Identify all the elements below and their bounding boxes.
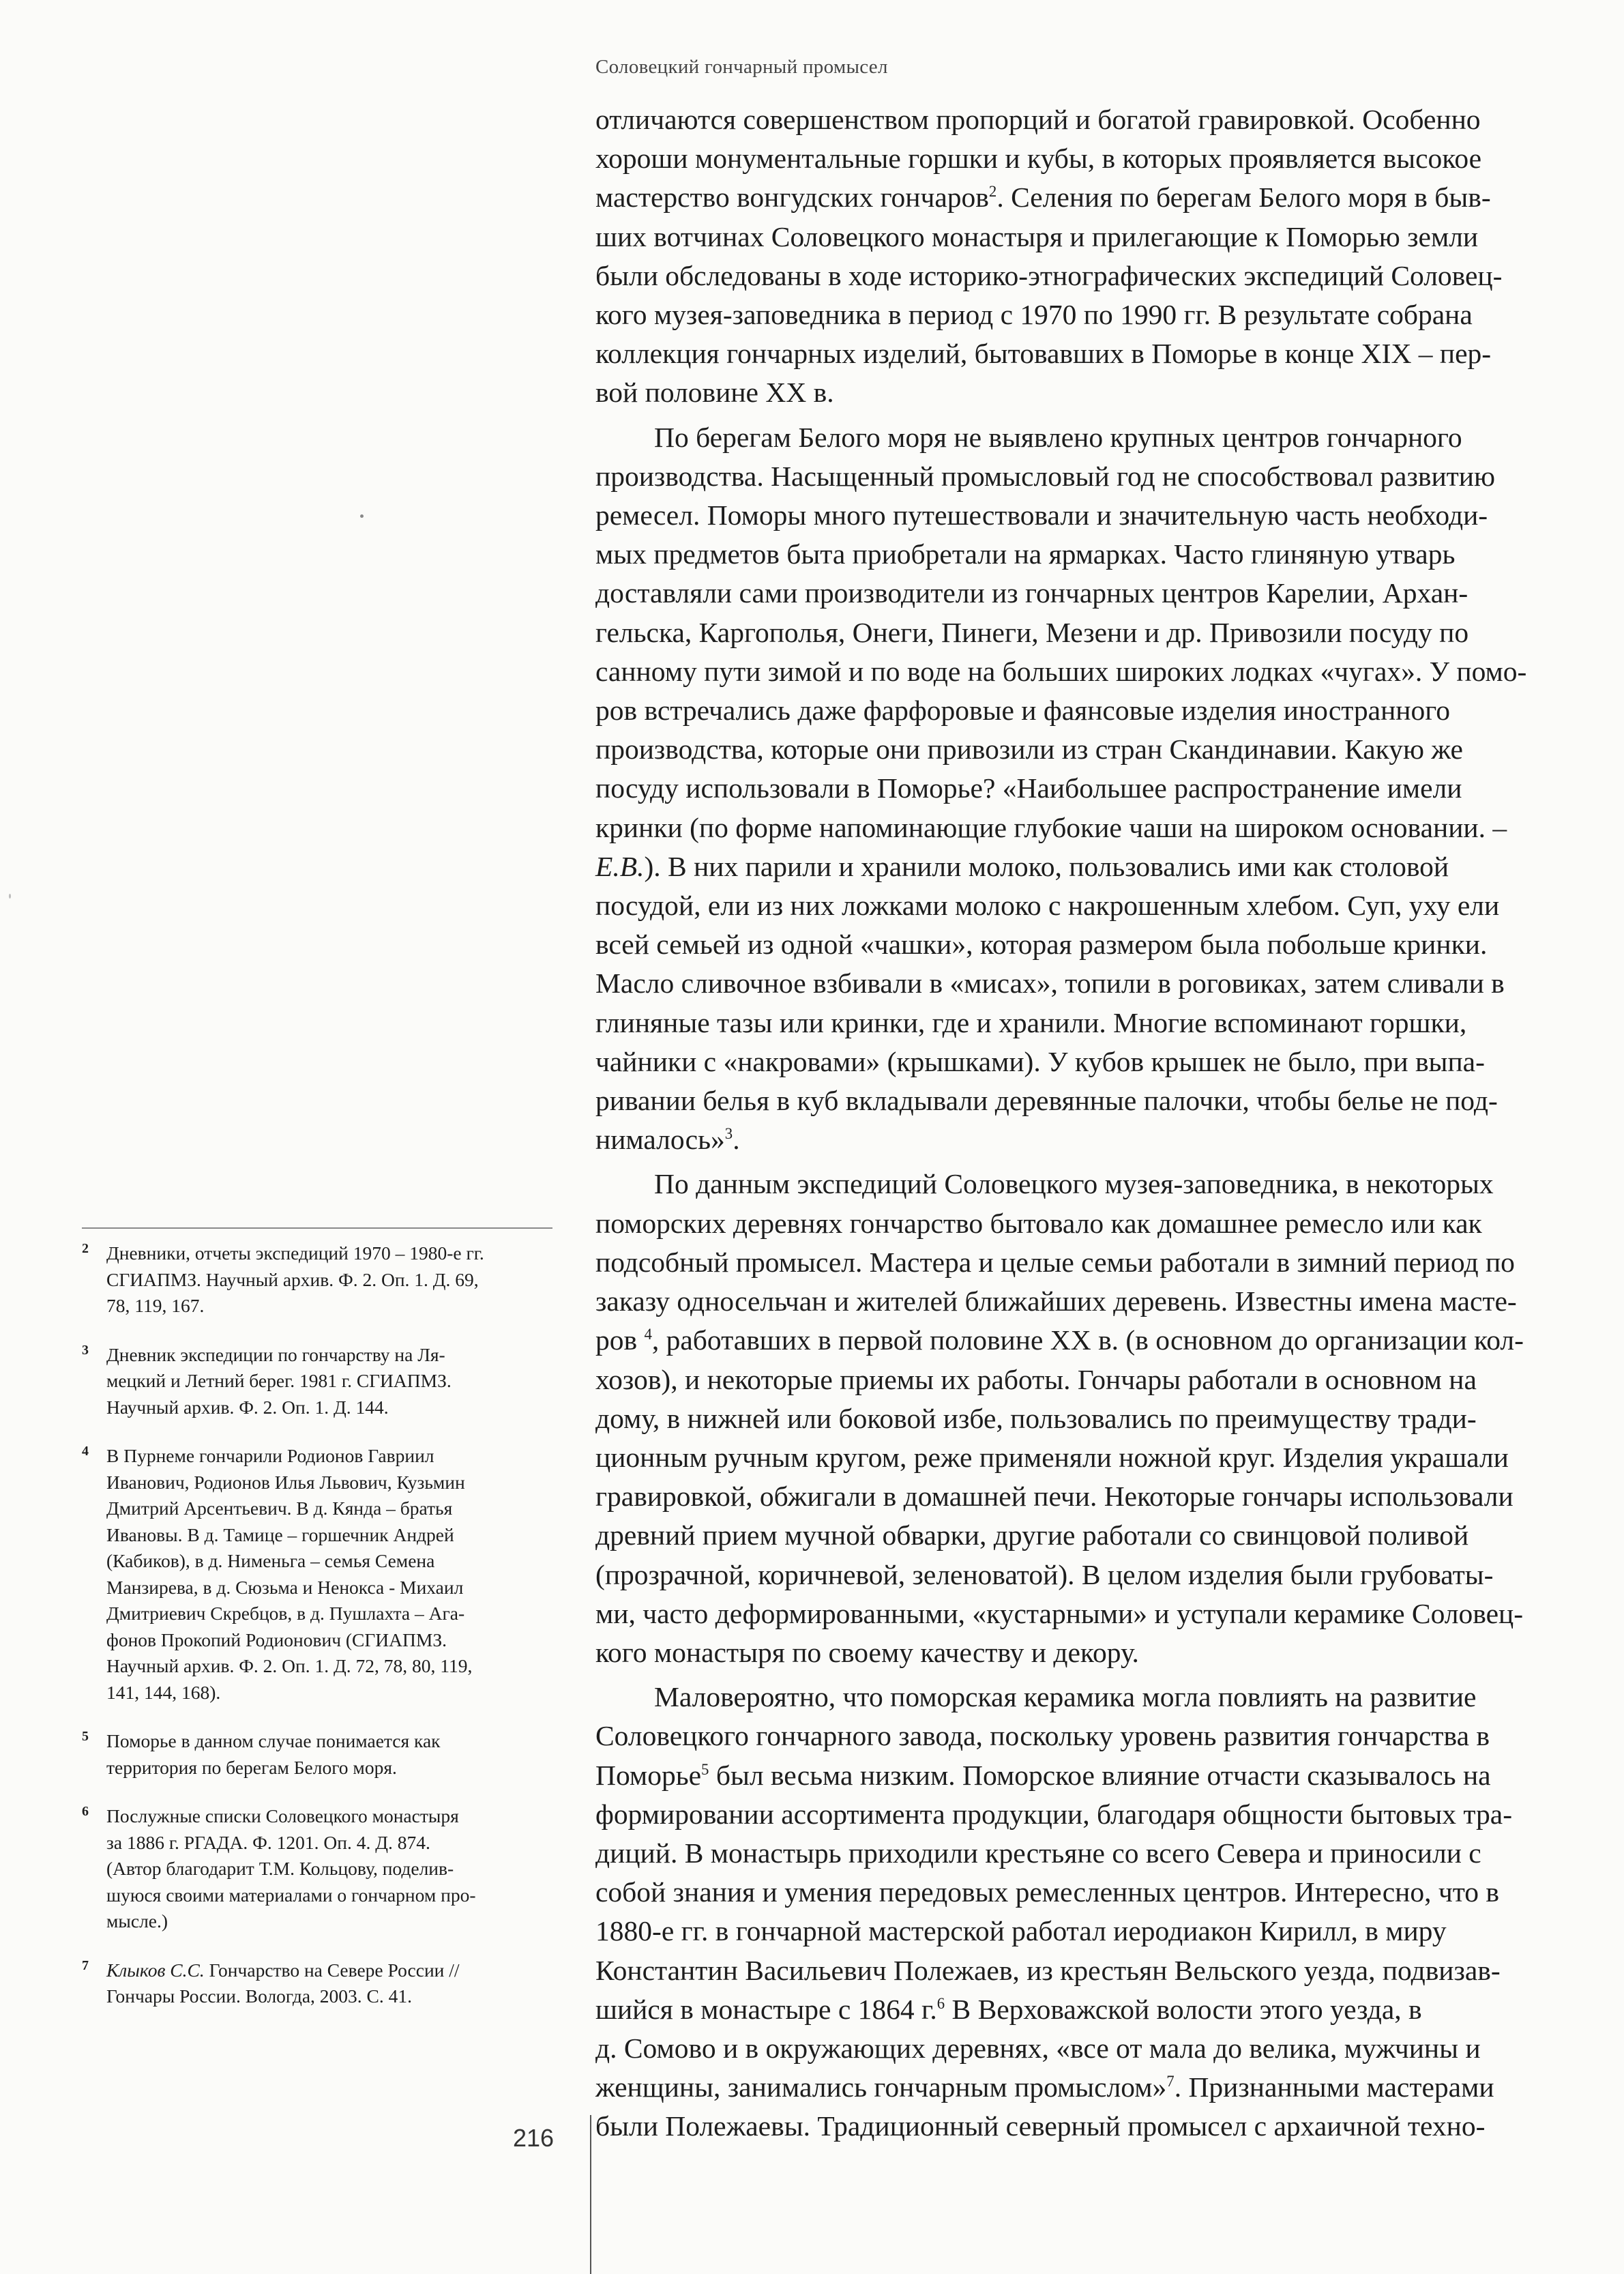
body-paragraph xyxy=(595,1678,1571,2146)
footnote-text xyxy=(106,1240,552,1320)
footnote-ref: 4 xyxy=(644,1326,652,1343)
body-paragraph xyxy=(595,1165,1571,1672)
footnote-line: Поморье в данном случае понимается как xyxy=(106,1730,441,1751)
footnote-line: за 1886 г. РГАДА. Ф. 1201. Оп. 4. Д. 874. xyxy=(106,1831,430,1853)
text-line: вой половине XX в. xyxy=(595,377,834,409)
text-line: 1880-е гг. в гончарной мастерской работал иеродиакон Кирилл, в миру xyxy=(595,1915,1447,1947)
text-line: д. Сомово и в окружающих деревнях, «все от мала до велика, мужчины и xyxy=(595,2032,1481,2064)
text-line: кого музея-заповедника в период с 1970 по 1990 гг. В результате собрана xyxy=(595,299,1473,331)
footnote-line: (Автор благодарит Т.М. Кольцову, поделив- xyxy=(106,1858,454,1879)
footnote-line: Клыков С.С. Гончарство на Севере России // xyxy=(106,1959,460,1981)
text-line: производства. Насыщенный промысловый год не способствовал развитию xyxy=(595,460,1496,492)
footnote-text xyxy=(106,1803,552,1935)
footnote-line: Дмитрий Арсентьевич. В д. Кянда – братья xyxy=(106,1498,453,1519)
footnote-ref: 3 xyxy=(724,1125,733,1143)
text-line: собой знания и умения передовых ремесленных центров. Интересно, что в xyxy=(595,1876,1500,1908)
footnote-line: фонов Прокопий Родионович (СГИАПМЗ. xyxy=(106,1629,447,1650)
footnote-number: 3 xyxy=(82,1342,89,1358)
footnote-number: 2 xyxy=(82,1241,89,1256)
text-line: ривании белья в куб вкладывали деревянные палочки, чтобы белье не под- xyxy=(595,1085,1498,1117)
footnote-line: территория по берегам Белого моря. xyxy=(106,1756,397,1778)
text-line: По берегам Белого моря не выявлено крупных центров гончарного xyxy=(654,421,1462,453)
footnote-line: шуюся своими материалами о гончарном про- xyxy=(106,1884,476,1906)
footnote-line: Научный архив. Ф. 2. Оп. 1. Д. 72, 78, 80, 119, xyxy=(106,1655,473,1676)
footnote-line: СГИАПМЗ. Научный архив. Ф. 2. Оп. 1. Д. 69, xyxy=(106,1268,479,1290)
text-line: Маловероятно, что поморская керамика могла повлиять на развитие xyxy=(654,1681,1477,1713)
footnote-line: мысле.) xyxy=(106,1910,168,1932)
text-line: отличаются совершенством пропорций и богатой гравировкой. Особенно xyxy=(595,104,1481,135)
footnote xyxy=(82,1957,552,2010)
footnote-ref: 5 xyxy=(701,1760,709,1778)
footnote-line: Манзирева, в д. Сюзьма и Ненокса - Михаил xyxy=(106,1576,464,1598)
text-line: коллекция гончарных изделий, бытовавших в Поморье в конце XIX – пер- xyxy=(595,338,1492,370)
text-line: подсобный промысел. Мастера и целые семьи работали в зимний период по xyxy=(595,1246,1515,1278)
text-line: доставляли сами производители из гончарных центров Карелии, Архан- xyxy=(595,577,1468,609)
text-line: мых предметов быта приобретали на ярмарках. Часто глиняную утварь xyxy=(595,538,1456,570)
text-line: ров встречались даже фарфоровые и фаянсовые изделия иностранного xyxy=(595,695,1450,727)
footnote-text xyxy=(106,1443,552,1706)
footnote-number: 4 xyxy=(82,1444,89,1459)
footnote xyxy=(82,1240,552,1320)
footnote-number: 7 xyxy=(82,1957,89,1973)
text-line: По данным экспедиций Соловецкого музея-заповедника, в некоторых xyxy=(654,1168,1494,1200)
text-line: были Полежаевы. Традиционный северный промысел с архаичной техно- xyxy=(595,2110,1486,2142)
footnote xyxy=(82,1803,552,1935)
text-line: ров $^4$, работавших в первой половине XX в. (в основном до организации кол- xyxy=(595,1324,1524,1356)
text-line: посудой, ели из них ложками молоко с накрошенным хлебом. Суп, уху ели xyxy=(595,890,1500,922)
text-line: гельска, Каргополья, Онеги, Пинеги, Мезени и др. Привозили посуду по xyxy=(595,616,1469,648)
text-line: мастерство вонгудских гончаров$^2$. Селения по берегам Белого моря в быв- xyxy=(595,181,1491,214)
footnote-line: (Кабиков), в д. Нименьга – семья Семена xyxy=(106,1550,435,1571)
footnote-line: В Пурнеме гончарили Родионов Гавриил xyxy=(106,1445,434,1466)
text-line: Поморье$^5$ был весьма низким. Поморское влияние отчасти сказывалось на xyxy=(595,1759,1491,1791)
body-paragraph xyxy=(595,100,1571,413)
footnotes xyxy=(82,1240,552,2032)
text-line: дому, в нижней или боковой избе, пользовались по преимуществу тради- xyxy=(595,1402,1477,1434)
scan-speck xyxy=(9,894,11,899)
scan-speck xyxy=(360,514,364,518)
text-line: санному пути зимой и по воде на больших широких лодках «чугах». У помо- xyxy=(595,655,1527,687)
footnote-number: 5 xyxy=(82,1729,89,1744)
footnote-text xyxy=(106,1342,552,1421)
text-line: диций. В монастырь приходили крестьяне со всего Севера и приносили с xyxy=(595,1837,1481,1869)
text-line: хозов), и некоторые приемы их работы. Гончары работали в основном на xyxy=(595,1363,1477,1395)
footnote-line: Гончары России. Вологда, 2003. С. 41. xyxy=(106,1985,413,2007)
page-number: 216 xyxy=(513,2124,555,2152)
footnote-text xyxy=(106,1957,552,2010)
text-line: (прозрачной, коричневой, зеленоватой). В целом изделия были грубоваты- xyxy=(595,1558,1494,1590)
footnote xyxy=(82,1342,552,1421)
footnote-text xyxy=(106,1728,552,1781)
text-line: поморских деревнях гончарство бытовало как домашнее ремесло или как xyxy=(595,1207,1482,1239)
text-line: Е.В.). В них парили и хранили молоко, пользовались ими как столовой xyxy=(595,850,1449,882)
text-line: ших вотчинах Соловецкого монастыря и прилегающие к Поморью земли xyxy=(595,220,1479,252)
footnote-ref: 6 xyxy=(936,1994,945,2012)
italic-text: Клыков С.С. xyxy=(106,1959,205,1981)
body-paragraph xyxy=(595,418,1571,1160)
text-line: ми, часто деформированными, «кустарными» и уступали керамике Соловец- xyxy=(595,1597,1524,1629)
text-line: кого монастыря по своему качеству и декору. xyxy=(595,1636,1139,1668)
text-line: формировании ассортимента продукции, благодаря общности бытовых тра- xyxy=(595,1798,1513,1830)
text-line: кринки (по форме напоминающие глубокие чаши на широком основании. – xyxy=(595,811,1507,843)
text-line: были обследованы в ходе историко-этнографических экспедиций Соловец- xyxy=(595,259,1503,291)
footnote-line: Научный архив. Ф. 2. Оп. 1. Д. 144. xyxy=(106,1396,389,1418)
footnote-line: 78, 119, 167. xyxy=(106,1295,205,1316)
text-line: всей семьей из одной «чашки», которая размером была побольше кринки. xyxy=(595,929,1488,961)
text-line: ционным ручным кругом, реже применяли ножной круг. Изделия украшали xyxy=(595,1441,1509,1473)
text-line: шийся в монастыре с 1864 г.$^6$ В Верховажской волости этого уезда, в xyxy=(595,1993,1422,2025)
gutter-line xyxy=(590,2115,591,2274)
running-head: Соловецкий гончарный промысел xyxy=(595,56,888,78)
footnote-rule xyxy=(82,1227,552,1229)
body-text xyxy=(595,100,1571,2152)
footnote-line: Иванович, Родионов Илья Львович, Кузьмин xyxy=(106,1471,465,1493)
text-line: чайники с «накровами» (крышками). У кубов крышек не было, при выпа- xyxy=(595,1045,1485,1077)
text-line: ремесел. Поморы много путешествовали и значительную часть необходи- xyxy=(595,499,1488,531)
footnote-line: 141, 144, 168). xyxy=(106,1681,221,1703)
footnote-number: 6 xyxy=(82,1804,89,1819)
text-line: Масло сливочное взбивали в «мисах», топили в роговиках, затем сливали в xyxy=(595,967,1505,1000)
footnote-line: Ивановы. В д. Тамице – горшечник Андрей xyxy=(106,1524,454,1545)
text-line: Соловецкого гончарного завода, поскольку уровень развития гончарства в xyxy=(595,1720,1490,1752)
text-line: производства, которые они привозили из стран Скандинавии. Какую же xyxy=(595,733,1463,766)
text-line: нималось»$^3$. xyxy=(595,1124,740,1156)
text-line: заказу односельчан и жителей ближайших деревень. Известны имена масте- xyxy=(595,1285,1517,1317)
text-line: хороши монументальные горшки и кубы, в которых проявляется высокое xyxy=(595,143,1482,175)
text-line: Константин Васильевич Полежаев, из крестьян Вельского уезда, подвизав- xyxy=(595,1954,1501,1986)
footnote-line: Дмитриевич Скребцов, в д. Пушлахта – Ага- xyxy=(106,1603,465,1624)
footnote-line: Дневники, отчеты экспедиций 1970 – 1980-е гг. xyxy=(106,1242,484,1264)
text-line: женщины, занимались гончарным промыслом»$^7$. Признанными мастерами xyxy=(595,2071,1494,2103)
footnote-line: Дневник экспедиции по гончарству на Ля- xyxy=(106,1343,445,1365)
footnote xyxy=(82,1443,552,1706)
footnote-line: Послужные списки Соловецкого монастыря xyxy=(106,1805,459,1826)
text-line: посуду использовали в Поморье? «Наибольшее распространение имели xyxy=(595,772,1462,804)
text-line: гравировкой, обжигали в домашней печи. Некоторые гончары использовали xyxy=(595,1481,1514,1513)
text-line: древний прием мучной обварки, другие работали со свинцовой поливой xyxy=(595,1519,1469,1551)
footnote-line: мецкий и Летний берег. 1981 г. СГИАПМЗ. xyxy=(106,1370,452,1391)
footnote-ref: 7 xyxy=(1166,2073,1175,2090)
italic-text: Е.В. xyxy=(595,850,645,882)
text-line: глиняные тазы или кринки, где и хранили. Многие вспоминают горшки, xyxy=(595,1006,1467,1038)
footnote xyxy=(82,1728,552,1781)
footnote-ref: 2 xyxy=(988,183,997,201)
